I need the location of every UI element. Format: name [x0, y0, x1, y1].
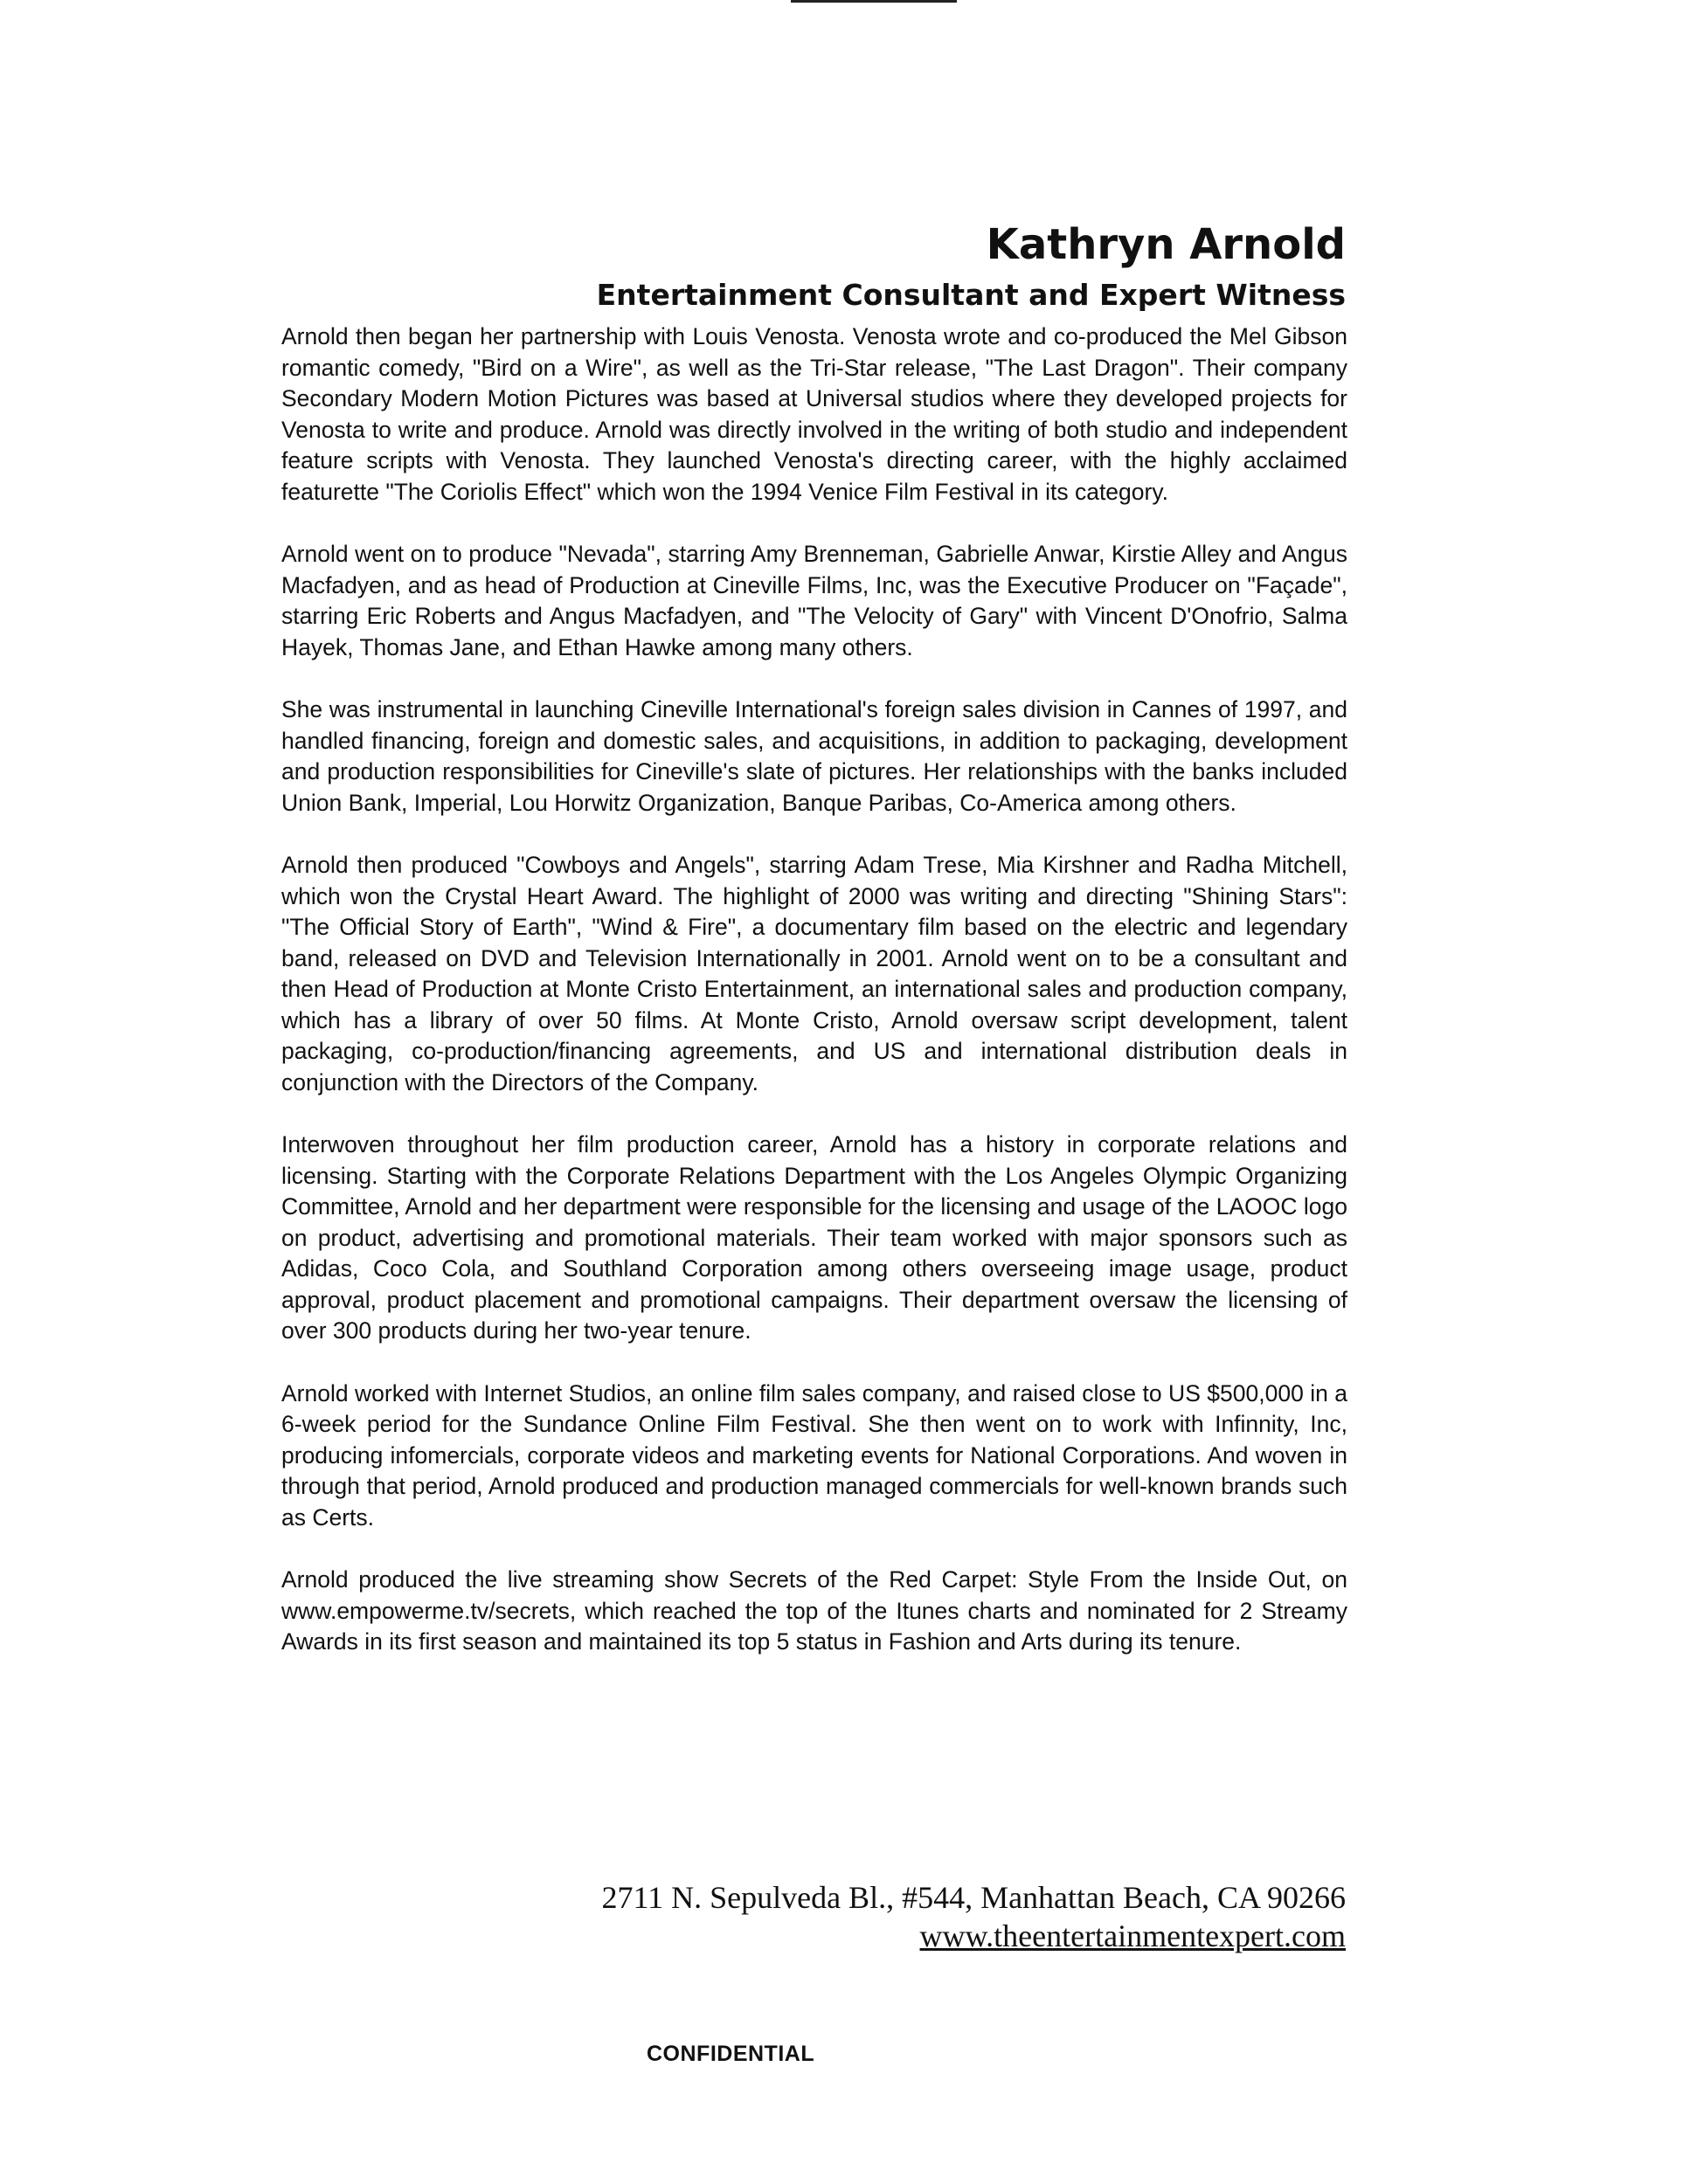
- paragraph-cineville-sales: She was instrumental in launching Cineville International's foreign sales division in Cannes of 1997, and handled financing, foreign and domestic sales, and acquisitions, in addition to packaging, development and production responsibilities for Cineville's slate of pictures. Her relationships with the banks included Union Bank, Imperial, Lou Horwitz Organization, Banque Paribas, Co-America among others.: [281, 696, 1347, 816]
- biography-body: [281, 321, 1347, 1690]
- author-name: Kathryn Arnold: [986, 220, 1346, 269]
- website-link[interactable]: www.theentertainmentexpert.com: [919, 1918, 1346, 1953]
- letterhead: [597, 218, 1346, 316]
- paragraph-corporate-relations: Interwoven throughout her film production career, Arnold has a history in corporate relations and licensing. Starting with the Corporate Relations Department with the Los Angeles Olympic Organizing Committee, Arnold and her department were responsible for the licensing and usage of the LAOOC logo on product, advertising and promotional materials. Their team worked with major sponsors such as Adidas, Coco Cola, and Southland Corporation among others overseeing image usage, product approval, product placement and promotional campaigns. Their department oversaw the licensing of over 300 products during her two-year tenure.: [281, 1131, 1347, 1344]
- paragraph-red-carpet-show: Arnold produced the live streaming show Secrets of the Red Carpet: Style From the Inside Out, on www.empowerme.tv/secrets, which reached the top of the Itunes charts and nominated for 2 Streamy Awards in its first season and maintained its top 5 status in Fashion and Arts during its tenure.: [281, 1566, 1347, 1655]
- confidential-label: CONFIDENTIAL: [647, 2042, 815, 2066]
- paragraph-nevada-production: Arnold went on to produce "Nevada", starring Amy Brenneman, Gabrielle Anwar, Kirstie Alley and Angus Macfadyen, and as head of Production at Cineville Films, Inc, was the Executive Producer on "Façade", starring Eric Roberts and Angus Macfadyen, and "The Velocity of Gary" with Vincent D'Onofrio, Salma Hayek, Thomas Jane, and Ethan Hawke among many others.: [281, 541, 1347, 660]
- footer-contact: [601, 1878, 1346, 1955]
- paragraph-venosta-partnership: Arnold then began her partnership with Louis Venosta. Venosta wrote and co-produced the Mel Gibson romantic comedy, "Bird on a Wire", as well as the Tri-Star release, "The Last Dragon". Their company Secondary Modern Motion Pictures was based at Universal studios where they developed projects for Venosta to write and produce. Arnold was directly involved in the writing of both studio and independent feature scripts with Venosta. They launched Venosta's directing career, with the highly acclaimed featurette "The Coriolis Effect" which won the 1994 Venice Film Festival in its category.: [281, 323, 1347, 505]
- mailing-address: 2711 N. Sepulveda Bl., #544, Manhattan Beach, CA 90266: [601, 1880, 1346, 1915]
- paragraph-internet-studios: Arnold worked with Internet Studios, an online film sales company, and raised close to US $500,000 in a 6-week period for the Sundance Online Film Festival. She then went on to work with Infinnity, Inc, producing infomercials, corporate videos and marketing events for National Corporations. And woven in through that period, Arnold produced and production managed commercials for well-known brands such as Certs.: [281, 1379, 1347, 1531]
- paragraph-cowboys-and-angels: Arnold then produced "Cowboys and Angels", starring Adam Trese, Mia Kirshner and Radha Mitchell, which won the Crystal Heart Award. The highlight of 2000 was writing and directing "Shining Stars": "The Official Story of Earth", "Wind & Fire", a documentary film based on the electric and legendary band, released on DVD and Television Internationally in 2001. Arnold went on to be a consultant and then Head of Production at Monte Cristo Entertainment, an international sales and production company, which has a library of over 50 films. At Monte Cristo, Arnold oversaw script development, talent packaging, co-production/financing agreements, and US and international distribution deals in conjunction with the Directors of the Company.: [281, 852, 1347, 1095]
- top-edge-mark: [791, 0, 957, 3]
- author-title: Entertainment Consultant and Expert Witness: [596, 278, 1346, 312]
